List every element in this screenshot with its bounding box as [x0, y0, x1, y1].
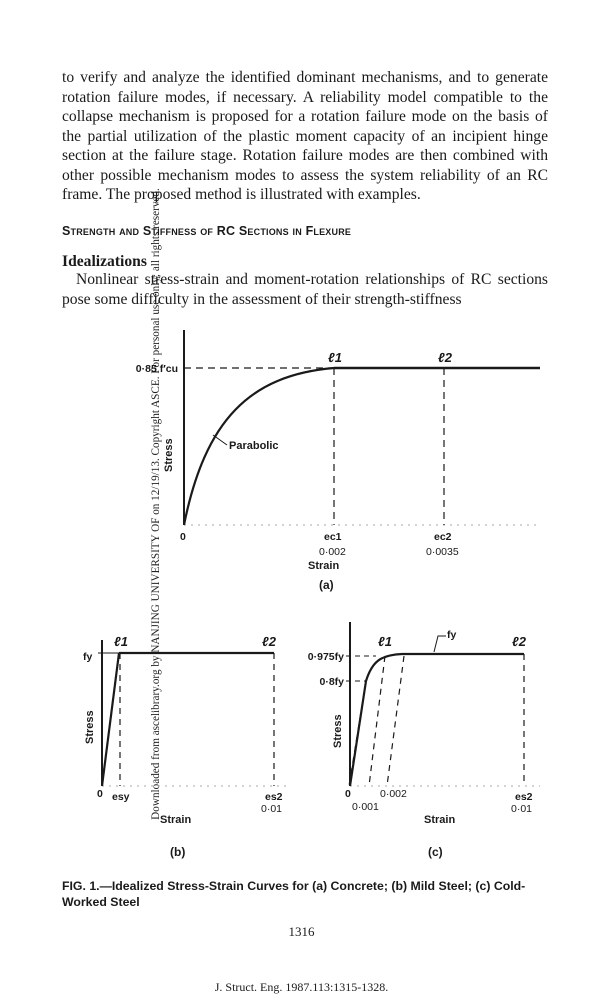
- b-panel-label: (b): [170, 845, 186, 859]
- c-08fy-label: 0·8fy: [319, 676, 344, 688]
- b-origin-label: 0: [97, 788, 103, 800]
- download-notice: Downloaded from ascelibrary.org by NANJING UNIVERSITY OF on 12/19/13. Copyright ASCE. For personal use only; all rights reserved.: [150, 188, 162, 820]
- a-strain-label: Strain: [308, 560, 340, 572]
- c-l1-label: ℓ1: [378, 634, 392, 649]
- c-0002-label: 0·002: [380, 788, 407, 800]
- panel-b-labels: [83, 634, 283, 859]
- c-l2-label: ℓ2: [512, 634, 526, 649]
- a-l1-label: ℓ1: [328, 350, 342, 365]
- b-esy-label: esy: [112, 791, 130, 803]
- citation-footer: J. Struct. Eng. 1987.113:1315-1328.: [214, 980, 389, 994]
- b-strain-label: Strain: [160, 814, 192, 826]
- c-fy-leader: [434, 636, 446, 652]
- paragraph-1-text: to verify and analyze the identified dominant mechanisms, and to generate rotation failure modes, if necessary. A reliability model compatible to the collapse mechanism is proposed for a rotation failure mode on the basis of the partial utilization of the plastic moment capacity of an incipient hinge section at the failure stage. Rotation failure modes are then combined with other possible mechanism modes to assess the system reliability of an RC frame. The proposed method is illustrated with examples.: [62, 69, 548, 203]
- a-stress-label: Stress: [163, 438, 175, 472]
- b-stress-label: Stress: [84, 710, 96, 744]
- panel-c: [346, 622, 540, 786]
- a-ec2-value: 0·0035: [426, 546, 459, 558]
- a-panel-label: (a): [319, 578, 334, 592]
- panel-c-labels: [308, 629, 533, 859]
- c-stress-label: Stress: [332, 714, 344, 748]
- a-fcu-label: 0·85 f′cu: [135, 363, 178, 375]
- panel-b: [98, 640, 290, 786]
- c-stress-curve: [350, 654, 402, 786]
- b-l1-label: ℓ1: [114, 634, 128, 649]
- c-panel-label: (c): [428, 845, 443, 859]
- b-es2-label: es2: [265, 791, 283, 803]
- c-offset-line-0002: [387, 656, 404, 786]
- subheading: Idealizations: [62, 253, 147, 270]
- c-fy-label: fy: [447, 629, 457, 641]
- panel-a: [184, 330, 540, 525]
- a-parabolic-label: Parabolic: [229, 440, 279, 452]
- figure-caption: FIG. 1.—Idealized Stress-Strain Curves for (a) Concrete; (b) Mild Steel; (c) Cold-Worked Steel: [62, 879, 526, 909]
- c-es2-label: es2: [515, 791, 533, 803]
- c-strain-label: Strain: [424, 814, 456, 826]
- page-number: 1316: [288, 924, 315, 939]
- b-fy-label: fy: [83, 651, 93, 663]
- a-l2-label: ℓ2: [438, 350, 452, 365]
- b-elastic-line: [102, 653, 119, 786]
- c-es2-value: 0·01: [511, 803, 533, 815]
- a-ec1-value: 0·002: [319, 546, 346, 558]
- c-origin-label: 0: [345, 788, 351, 800]
- a-ec1-label: ec1: [324, 531, 342, 543]
- b-es2-value: 0·01: [261, 803, 283, 815]
- a-ec2-label: ec2: [434, 531, 452, 543]
- c-0001-label: 0·001: [352, 801, 379, 813]
- c-offset-line-0001b: [369, 656, 385, 786]
- a-parabolic-leader: [213, 435, 227, 445]
- c-0975fy-label: 0·975fy: [307, 651, 344, 663]
- b-l2-label: ℓ2: [262, 634, 276, 649]
- a-origin-label: 0: [180, 531, 186, 543]
- section-heading: Strength and Stiffness of RC Sections in Flexure: [62, 224, 352, 238]
- paragraph-2-text: Nonlinear stress-strain and moment-rotation relationships of RC sections pose some difficulty in the assessment of their strength-stiffness: [62, 271, 548, 308]
